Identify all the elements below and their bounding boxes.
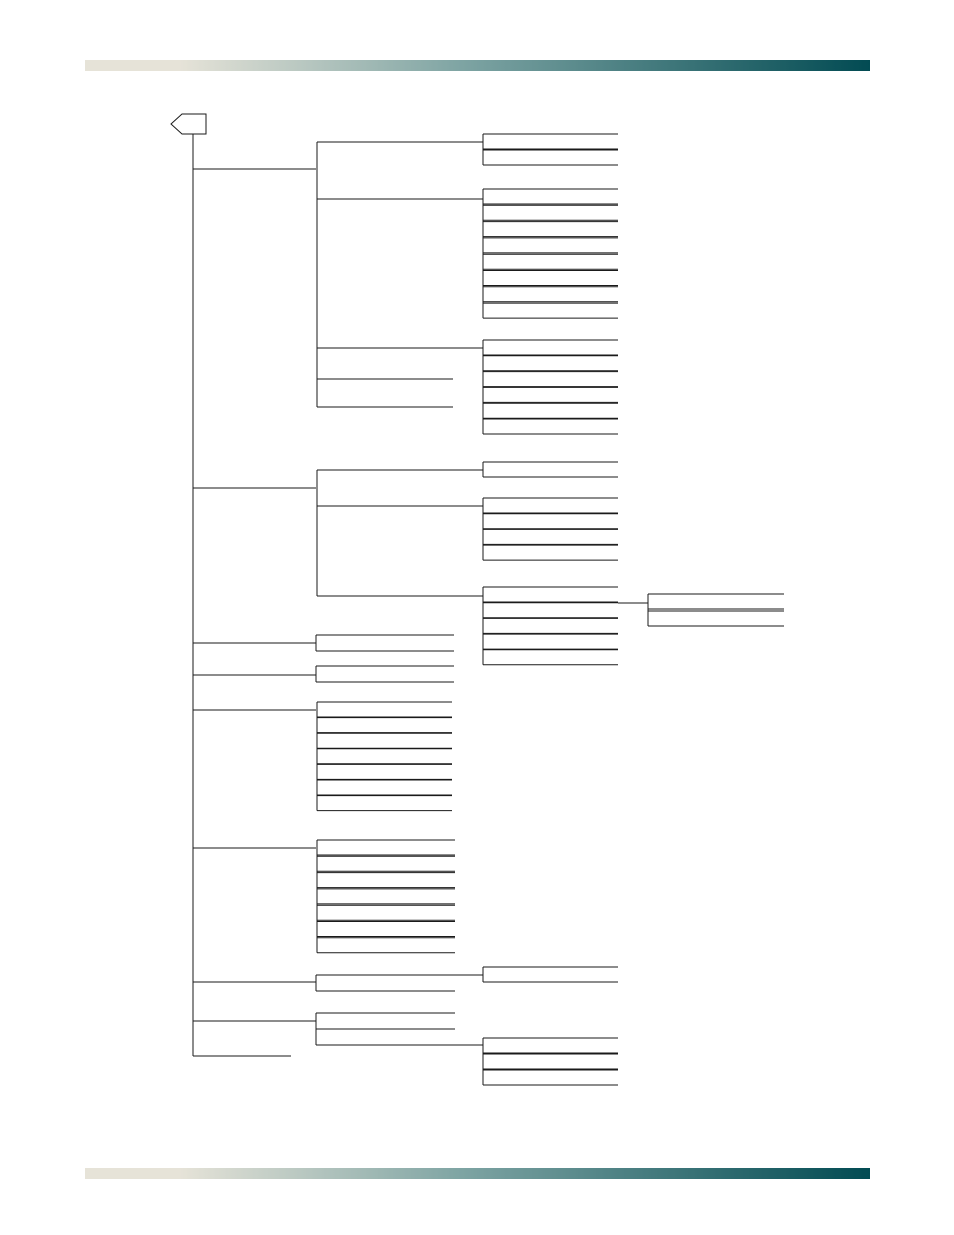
tree-level-4 xyxy=(618,594,784,626)
pentagon-tag-icon xyxy=(171,114,206,134)
tree-level-1 xyxy=(193,134,316,1056)
tree-root xyxy=(171,114,206,134)
tree-level-3 xyxy=(483,134,618,1085)
tree-level-2 xyxy=(316,142,483,1045)
